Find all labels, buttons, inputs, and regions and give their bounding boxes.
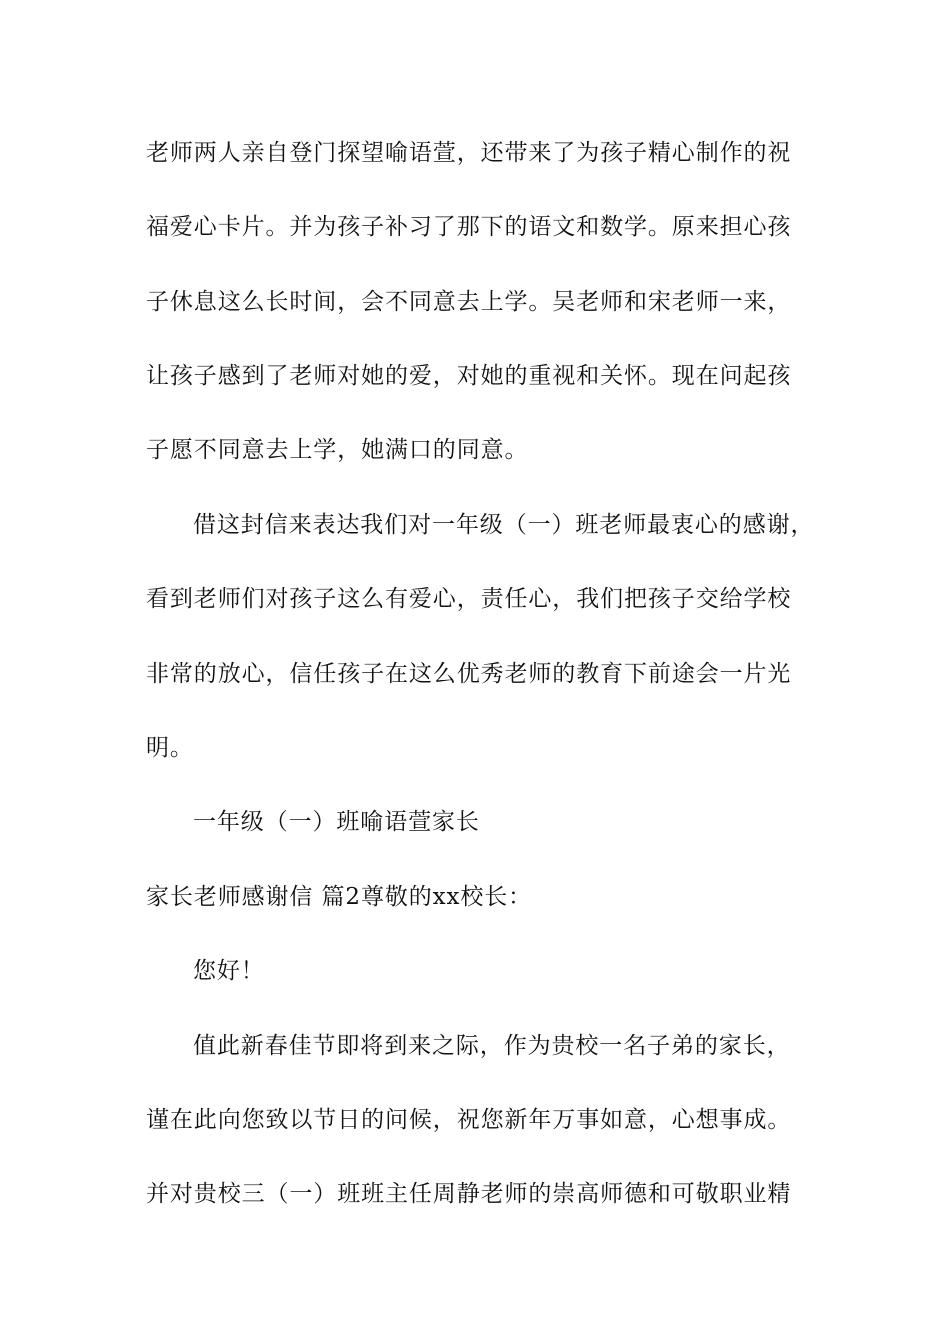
signature-line: 一年级（一）班喻语萱家长 bbox=[193, 809, 480, 835]
body-text-line: 谨在此向您致以节日的问候，祝您新年万事如意，心想事成。 bbox=[146, 1107, 792, 1133]
body-text-line: 子愿不同意去上学，她满口的同意。 bbox=[146, 437, 529, 463]
body-text-line: 非常的放心，信任孩子在这么优秀老师的教育下前途会一片光 bbox=[146, 661, 792, 687]
greeting-line: 您好！ bbox=[193, 958, 265, 984]
paragraph-first-line: 值此新春佳节即将到来之际，作为贵校一名子弟的家长， bbox=[193, 1033, 791, 1059]
body-text-line: 福爱心卡片。并为孩子补习了那下的语文和数学。原来担心孩 bbox=[146, 214, 792, 240]
letter-heading: 家长老师感谢信 篇2尊敬的xx校长： bbox=[146, 884, 533, 910]
body-text-line: 让孩子感到了老师对她的爱，对她的重视和关怀。现在问起孩 bbox=[146, 363, 792, 389]
body-text-line: 明。 bbox=[146, 735, 194, 761]
body-text-line: 老师两人亲自登门探望喻语萱，还带来了为孩子精心制作的祝 bbox=[146, 140, 792, 166]
body-text-line: 看到老师们对孩子这么有爱心，责任心，我们把孩子交给学校 bbox=[146, 586, 792, 612]
body-text-line: 并对贵校三（一）班班主任周静老师的崇高师德和可敬职业精 bbox=[146, 1181, 792, 1207]
body-text-line: 子休息这么长时间，会不同意去上学。吴老师和宋老师一来， bbox=[146, 289, 792, 315]
paragraph-first-line: 借这封信来表达我们对一年级（一）班老师最衷心的感谢， bbox=[193, 512, 815, 538]
